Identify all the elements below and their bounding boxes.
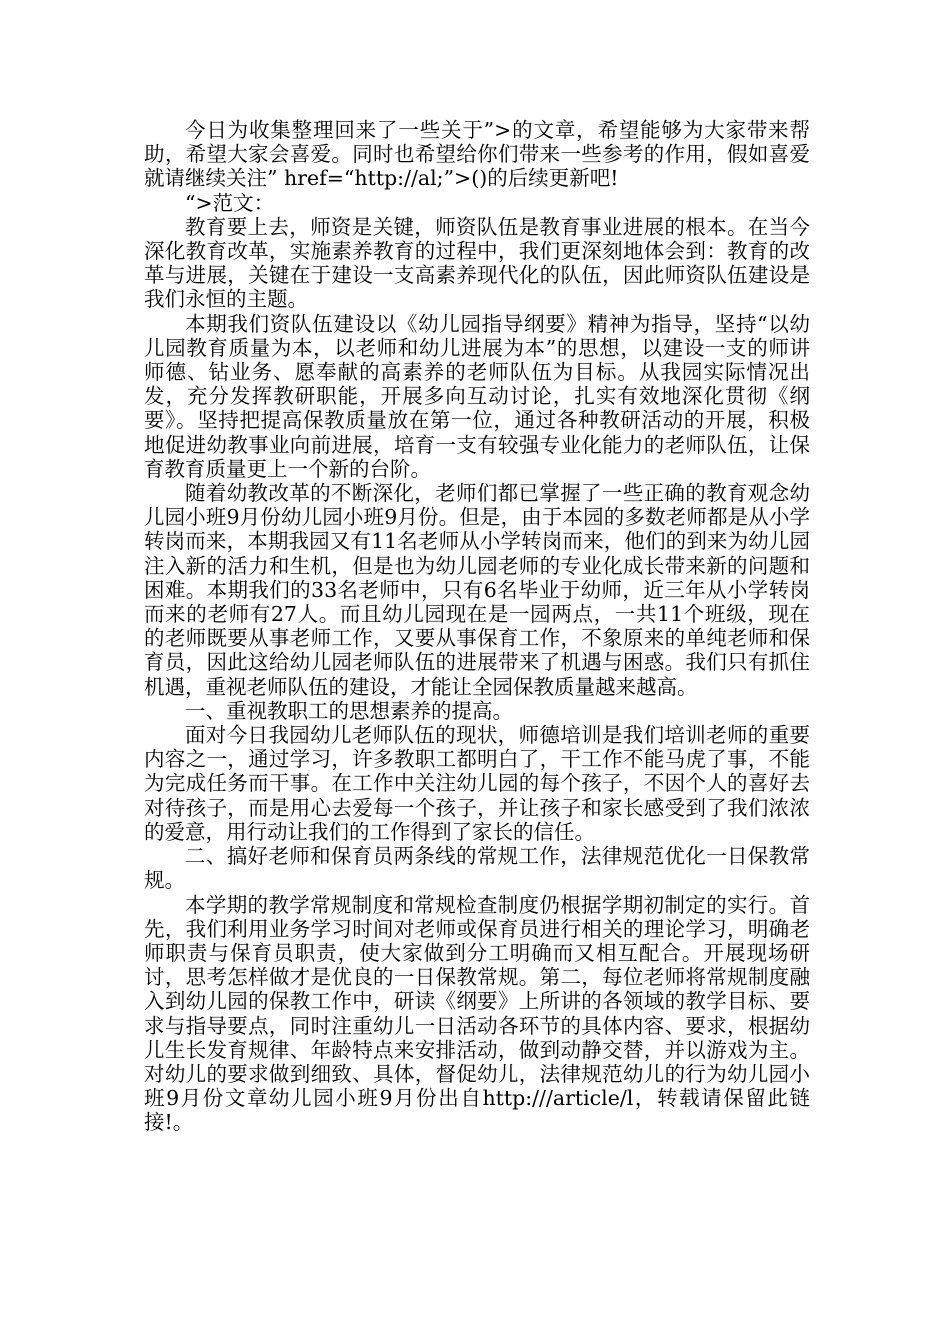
intro-paragraph: 今日为收集整理回来了一些关于”>的文章，希望能够为大家带来帮助，希望大家会喜爱。同时也希望给你们带来一些参考的作用，假如喜爱就请继续关注” href=“http://al;”>()的后续更新吧! [144, 118, 810, 191]
body-paragraph: 教育要上去，师资是关键，师资队伍是教育事业进展的根本。在当今深化教育改革，实施素养教育的过程中，我们更深刻地体会到：教育的改革与进展，关键在于建设一支高素养现代化的队伍，因此师资队伍建设是我们永恒的主题。 [144, 214, 810, 312]
body-paragraph: 本期我们资队伍建设以《幼儿园指导纲要》精神为指导，坚持“以幼儿园教育质量为本，以老师和幼儿进展为本”的思想，以建设一支的师讲师德、钻业务、愿奉献的高素养的老师队伍为目标。从我园实际情况出发，充分发挥教研职能，开展多向互动讨论，扎实有效地深化贯彻《纲要》。坚持把提高保教质量放在第一位，通过各种教研活动的开展，积极地促进幼教事业向前进展，培育一支有较强专业化能力的老师队伍，让保育教育质量更上一个新的台阶。 [144, 311, 810, 481]
body-paragraph: 随着幼教改革的不断深化，老师们都已掌握了一些正确的教育观念幼儿园小班9月份幼儿园小班9月份。但是，由于本园的多数老师都是从小学转岗而来，本期我园又有11名老师从小学转岗而来，他们的到来为幼儿园注入新的活力和生机，但是也为幼儿园老师的专业化成长带来新的问题和困难。本期我们的33名老师中，只有6名毕业于幼师，近三年从小学转岗而来的老师有27人。而且幼儿园现在是一园两点，一共11个班级，现在的老师既要从事老师工作，又要从事保育工作，不象原来的单纯老师和保育员，因此这给幼儿园老师队伍的进展带来了机遇与困惑。我们只有抓住机遇，重视老师队伍的建设，才能让全园保教质量越来越高。 [144, 481, 810, 699]
document-body [144, 118, 810, 1135]
sample-label: “>范文： [185, 190, 275, 215]
section-heading: 二、搞好老师和保育员两条线的常规工作，法律规范优化一日保教常规。 [144, 844, 810, 893]
body-paragraph: 本学期的教学常规制度和常规检查制度仍根据学期初制定的实行。首先，我们利用业务学习时间对老师或保育员进行相关的理论学习，明确老师职责与保育员职责，使大家做到分工明确而又相互配合。开展现场研讨，思考怎样做才是优良的一日保教常规。第二，每位老师将常规制度融入到幼儿园的保教工作中，研读《纲要》上所讲的各领域的教学目标、要求与指导要点，同时注重幼儿一日活动各环节的具体内容、要求，根据幼儿生长发育规律、年龄特点来安排活动，做到动静交替，并以游戏为主。对幼儿的要求做到细致、具体，督促幼儿，法律规范幼儿的行为幼儿园小班9月份文章幼儿园小班9月份出自http:///article/l，转载请保留此链接!。 [144, 892, 810, 1135]
body-paragraph: 面对今日我园幼儿老师队伍的现状，师德培训是我们培训老师的重要内容之一，通过学习，许多教职工都明白了，干工作不能马虎了事，不能为完成任务而干事。在工作中关注幼儿园的每个孩子，不因个人的喜好去对待孩子，而是用心去爱每一个孩子，并让孩子和家长感受到了我们浓浓的爱意，用行动让我们的工作得到了家长的信任。 [144, 723, 810, 844]
section-heading: 一、重视教职工的思想素养的提高。 [185, 698, 513, 723]
